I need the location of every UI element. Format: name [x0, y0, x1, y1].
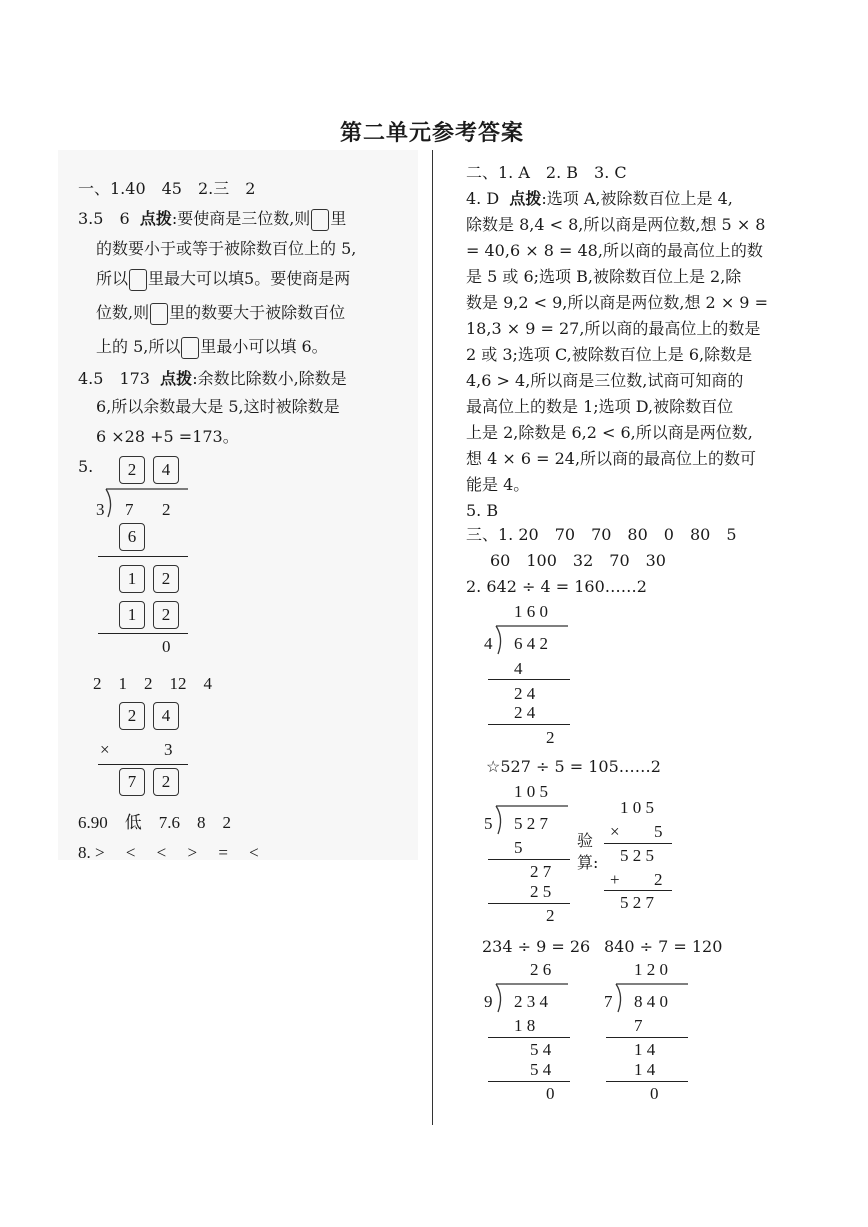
hint-text-line: 除数是 8,4 < 8,所以商是两位数,想 5 × 8 — [466, 215, 766, 234]
step-digit-box: 2 — [153, 565, 179, 593]
step-value: 1 4 — [634, 1040, 656, 1059]
step-value: 1 4 — [634, 1060, 656, 1079]
answer-q4-line3: 6 ×28 +5 =173。 — [96, 427, 239, 446]
step-value: 2 5 — [530, 882, 552, 901]
answer-section-3: 三、1. 20 70 70 80 0 80 5 — [466, 525, 737, 544]
multiply-sign: × — [100, 740, 110, 759]
step-value: 5 — [514, 838, 523, 857]
check-label: 算: — [577, 853, 599, 872]
answer-q3-line1 — [78, 206, 346, 232]
quotient: 1 2 0 — [634, 960, 668, 979]
q3-answer: 3.5 6 — [78, 209, 130, 228]
remainder: 0 — [650, 1084, 659, 1103]
subtraction-line — [488, 903, 570, 904]
subtraction-line — [488, 1081, 570, 1082]
remainder: 2 — [546, 906, 555, 925]
division-bracket — [104, 487, 194, 523]
check-sum: 5 2 7 — [620, 893, 654, 912]
quotient: 2 6 — [530, 960, 552, 979]
hint-text-line: = 40,6 × 8 = 48,所以商的最高位上的数 — [466, 241, 763, 260]
s2-q4-answer: 4. D — [466, 189, 500, 208]
hint-text-line: 18,3 × 9 = 27,所以商的最高位上的数是 — [466, 319, 761, 338]
hint-text-line: 能是 4。 — [466, 475, 530, 494]
q5-answers-line2: 2 1 2 12 4 — [93, 674, 212, 693]
q3-text: 所以 — [96, 269, 129, 288]
subtraction-line — [488, 679, 570, 680]
subtraction-line — [488, 1037, 570, 1038]
hint-text-line: 2 或 3;选项 C,被除数百位上是 6,除数是 — [466, 345, 753, 364]
step-value: 5 4 — [530, 1060, 552, 1079]
divisor: 9 — [484, 992, 493, 1011]
product-digit-box: 7 — [119, 768, 145, 796]
q4-text: :余数比除数小,除数是 — [192, 369, 347, 388]
q3-text: 里最小可以填 6。 — [200, 337, 328, 356]
dividend: 5 2 7 — [514, 814, 548, 833]
subtraction-line — [606, 1081, 688, 1082]
blank-box — [129, 269, 147, 291]
answer-q4-line1 — [78, 366, 347, 392]
answer-q3-line4 — [96, 300, 345, 326]
remainder: 0 — [546, 1084, 555, 1103]
answer-s3-q2: 2. 642 ÷ 4 = 160……2 — [466, 577, 647, 596]
hint-text-line: 最高位上的数是 1;选项 D,被除数百位 — [466, 397, 734, 416]
star-problem: ☆527 ÷ 5 = 105……2 — [486, 757, 661, 776]
hint-label: 点拨 — [139, 209, 172, 228]
equation-a: 234 ÷ 9 = 26 — [482, 937, 591, 956]
q3-text: :要使商是三位数,则 — [171, 209, 311, 228]
multiplicand-digit-box: 4 — [153, 702, 179, 730]
divisor: 7 — [604, 992, 613, 1011]
multiplier: 3 — [164, 740, 173, 759]
hint-label: 点拨 — [160, 369, 193, 388]
q3-text: 位数,则 — [96, 303, 150, 322]
divisor: 5 — [484, 814, 493, 833]
q3-text-tail: 里 — [330, 209, 347, 228]
step-value: 4 — [514, 659, 523, 678]
quotient-digit-box: 4 — [153, 456, 179, 484]
step-value: 2 7 — [530, 862, 552, 881]
answer-s2-q5: 5. B — [466, 501, 499, 520]
subtraction-line — [98, 633, 188, 634]
multiply-sign: × — [610, 822, 620, 841]
divisor: 4 — [484, 634, 493, 653]
check-label: 验 — [577, 831, 594, 850]
hint-text-line: 想 4 × 6 = 24,所以商的最高位上的数可 — [466, 449, 757, 468]
answer-q3-line5 — [96, 334, 328, 360]
hint-text-line: 数是 9,2 < 9,所以商是两位数,想 2 × 9 = — [466, 293, 768, 312]
step-value: 7 — [634, 1016, 643, 1035]
step-value: 1 8 — [514, 1016, 536, 1035]
product-digit-box: 2 — [153, 768, 179, 796]
blank-box — [311, 209, 329, 231]
step-digit-box: 6 — [119, 523, 145, 551]
step-value: 5 4 — [530, 1040, 552, 1059]
subtraction-line — [488, 859, 570, 860]
answer-section-2: 二、1. A 2. B 3. C — [466, 163, 627, 182]
answer-q6: 6.90 低 7.6 8 2 — [78, 813, 231, 832]
q4-answer: 4.5 173 — [78, 369, 150, 388]
answer-q8: 8. > < < > = < — [78, 843, 259, 862]
answer-q4-line2: 6,所以余数最大是 5,这时被除数是 — [96, 397, 340, 416]
blank-box — [150, 303, 168, 325]
check-multiplier: 5 — [654, 822, 663, 841]
check-addend: 2 — [654, 870, 663, 889]
check-multiplicand: 1 0 5 — [620, 798, 654, 817]
subtraction-line — [488, 724, 570, 725]
dividend: 6 4 2 — [514, 634, 548, 653]
s2-q4-text: :选项 A,被除数百位上是 4, — [541, 189, 733, 208]
subtraction-line — [606, 1037, 688, 1038]
product-line — [98, 764, 188, 765]
hint-text-line: 上是 2,除数是 6,2 < 6,所以商是两位数, — [466, 423, 753, 442]
plus-sign: + — [610, 870, 620, 889]
hint-text-line: 4,6 > 4,所以商是三位数,试商可知商的 — [466, 371, 744, 390]
blank-box — [181, 337, 199, 359]
dividend-digit: 7 — [125, 500, 134, 519]
step-digit-box: 2 — [153, 601, 179, 629]
step-digit-box: 1 — [119, 565, 145, 593]
q3-text: 上的 5,所以 — [96, 337, 181, 356]
remainder: 2 — [546, 728, 555, 747]
dividend: 8 4 0 — [634, 992, 668, 1011]
q5-label: 5. — [78, 457, 94, 476]
step-digit-box: 1 — [119, 601, 145, 629]
step-value: 2 4 — [514, 684, 536, 703]
quotient: 1 6 0 — [514, 602, 548, 621]
equation-b: 840 ÷ 7 = 120 — [604, 937, 723, 956]
hint-text-line: 是 5 或 6;选项 B,被除数百位上是 2,除 — [466, 267, 742, 286]
sum-line — [604, 890, 672, 891]
subtraction-line — [98, 556, 188, 557]
quotient: 1 0 5 — [514, 782, 548, 801]
multiplicand-digit-box: 2 — [119, 702, 145, 730]
divisor: 3 — [96, 500, 105, 519]
answer-q3-line3 — [96, 266, 350, 292]
quotient-digit-box: 2 — [119, 456, 145, 484]
remainder: 0 — [162, 637, 171, 656]
dividend-digit: 2 — [162, 500, 171, 519]
answer-s2-q4-line1 — [466, 186, 733, 212]
check-product: 5 2 5 — [620, 846, 654, 865]
page-title: 第二单元参考答案 — [340, 121, 525, 146]
column-divider — [432, 150, 433, 1125]
step-value: 2 4 — [514, 703, 536, 722]
q3-text: 里最大可以填5。要使商是两 — [148, 269, 351, 288]
answer-section-1: 一、1.40 45 2.三 2 — [78, 179, 256, 198]
q3-text: 里的数要大于被除数百位 — [169, 303, 346, 322]
hint-label: 点拨 — [509, 189, 542, 208]
product-line — [604, 843, 672, 844]
dividend: 2 3 4 — [514, 992, 548, 1011]
answer-s3-line2: 60 100 32 70 30 — [490, 551, 666, 570]
answer-q3-line2: 的数要小于或等于被除数百位上的 5, — [96, 239, 357, 258]
